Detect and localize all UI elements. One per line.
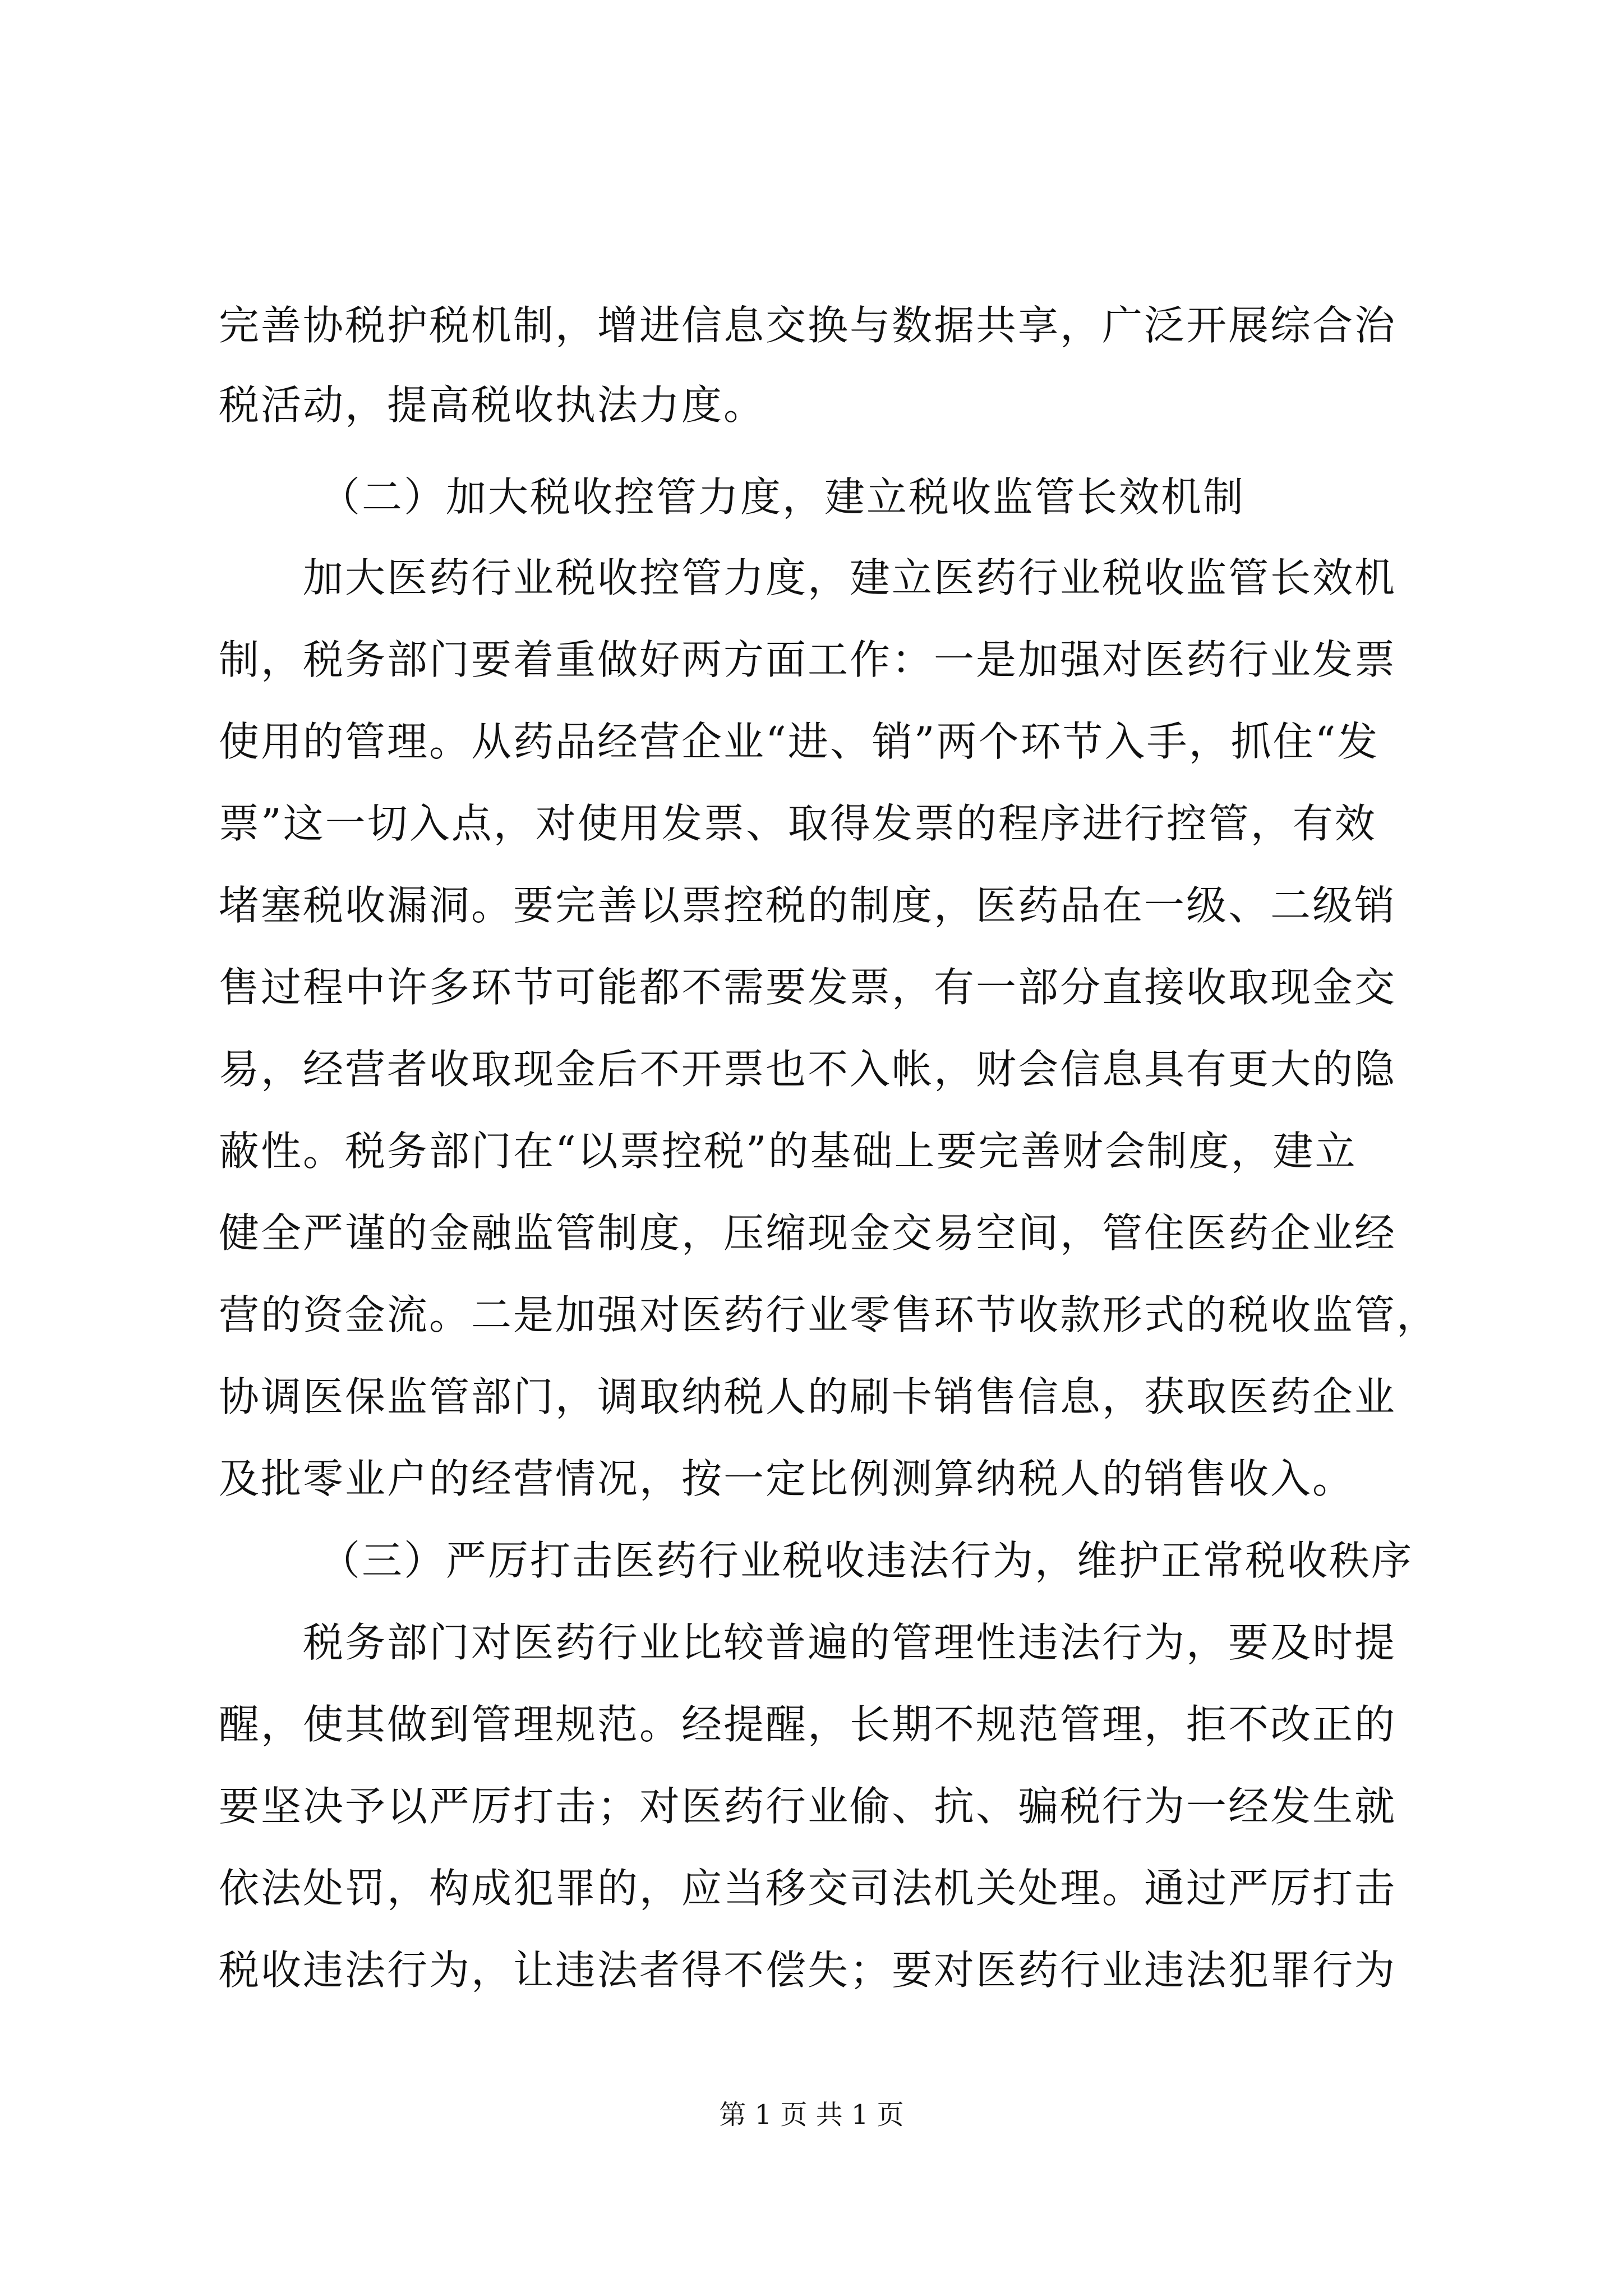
text-line-11: 蔽性。税务部门在“以票控税”的基础上要完善财会制度，建立 [219,1128,1357,1175]
text-line-7: 票”这一切入点，对使用发票、取得发票的程序进行控管，有效 [219,800,1377,847]
text-line-5: 制，税务部门要着重做好两方面工作：一是加强对医药行业发票 [219,636,1397,683]
text-line-10: 易，经营者收取现金后不开票也不入帐，财会信息具有更大的隐 [219,1046,1397,1093]
text-line-4: 加大医药行业税收控管力度，建立医药行业税收监管长效机 [303,554,1397,601]
text-line-8: 堵塞税收漏洞。要完善以票控税的制度，医药品在一级、二级销 [219,882,1397,929]
text-line-18: 醒，使其做到管理规范。经提醒，长期不规范管理，拒不改正的 [219,1701,1397,1748]
section-heading-3: （三）严厉打击医药行业税收违法行为，维护正常税收秩序 [320,1537,1414,1584]
text-line-14: 协调医保监管部门，调取纳税人的刷卡销售信息，获取医药企业 [219,1373,1397,1420]
text-line-20: 依法处罚，构成犯罪的，应当移交司法机关处理。通过严厉打击 [219,1865,1397,1912]
text-line-17: 税务部门对医药行业比较普遍的管理性违法行为，要及时提 [303,1619,1397,1666]
page-footer: 第 1 页 共 1 页 [719,2099,904,2131]
text-line-21: 税收违法行为，让违法者得不偿失；要对医药行业违法犯罪行为 [219,1947,1397,1994]
text-line-6: 使用的管理。从药品经营企业“进、销”两个环节入手，抓住“发 [219,718,1380,765]
text-line-15: 及批零业户的经营情况，按一定比例测算纳税人的销售收入。 [219,1455,1355,1502]
text-line-9: 售过程中许多环节可能都不需要发票，有一部分直接收取现金交 [219,964,1397,1011]
text-line-19: 要坚决予以严厉打击；对医药行业偷、抗、骗税行为一经发生就 [219,1783,1397,1830]
text-line-1: 完善协税护税机制，增进信息交换与数据共享，广泛开展综合治 [219,302,1397,349]
section-heading-2: （二）加大税收控管力度，建立税收监管长效机制 [320,473,1246,521]
text-line-12: 健全严谨的金融监管制度，压缩现金交易空间，管住医药企业经 [219,1209,1397,1257]
text-line-13: 营的资金流。二是加强对医药行业零售环节收款形式的税收监管， [219,1291,1439,1338]
text-line-2: 税活动，提高税收执法力度。 [219,381,766,429]
